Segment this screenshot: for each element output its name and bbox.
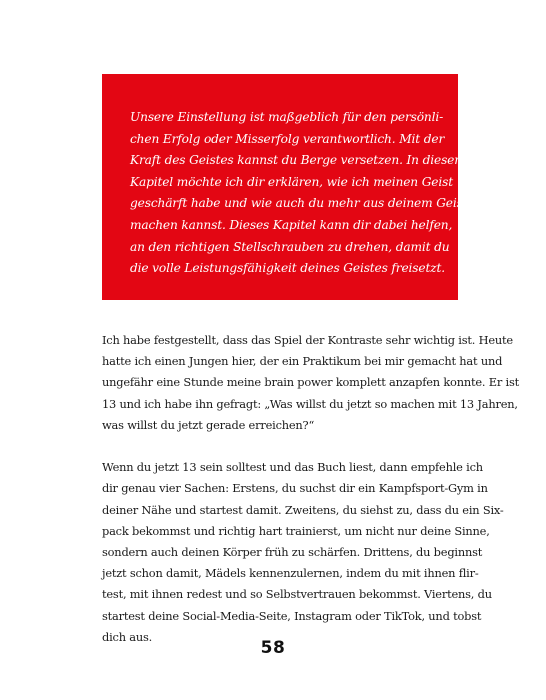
- text-line: deiner Nähe und startest damit. Zweitens, du siehst zu, dass du ein Six-: [102, 502, 504, 517]
- text-line: sondern auch deinen Körper früh zu schärfen. Drittens, du beginnst: [102, 545, 483, 560]
- intro-line: chen Erfolg oder Misserfolg verantwortlich. Mit der: [130, 131, 445, 146]
- intro-line: Unsere Einstellung ist maßgeblich für den persönli-: [130, 110, 444, 124]
- text-line: dir genau vier Sachen: Erstens, du suchst dir ein Kampfsport-Gym in: [102, 481, 488, 496]
- text-line: startest deine Social-Media-Seite, Instagram oder TikTok, und tobst: [102, 608, 482, 623]
- text-line: jetzt schon damit, Mädels kennenzulernen, indem du mit ihnen flir-: [102, 566, 479, 581]
- text-line: was willst du jetzt gerade erreichen?“: [102, 417, 315, 432]
- text-line: test, mit ihnen redest und so Selbstvertrauen bekommst. Viertens, du: [102, 587, 492, 602]
- intro-line: die volle Leistungsfähigkeit deines Geistes freisetzt.: [130, 261, 445, 276]
- intro-line: Kapitel möchte ich dir erklären, wie ich meinen Geist: [130, 174, 453, 189]
- text-line: dich aus.: [102, 629, 153, 644]
- text-line: 13 und ich habe ihn gefragt: „Was willst du jetzt so machen mit 13 Jahren,: [102, 396, 518, 411]
- intro-highlight-box: [102, 74, 468, 300]
- text-line: pack bekommst und richtig hart trainierst, um nicht nur deine Sinne,: [102, 523, 490, 538]
- paragraph-1: [102, 330, 519, 436]
- intro-line: Kraft des Geistes kannst du Berge versetzen. In diesem: [130, 153, 466, 168]
- body-text: [102, 330, 519, 648]
- page-number: 58: [260, 638, 286, 658]
- text-line: hatte ich einen Jungen hier, der ein Praktikum bei mir gemacht hat und: [102, 354, 503, 369]
- text-line: ungefähr eine Stunde meine brain power komplett anzapfen konnte. Er ist: [102, 375, 519, 390]
- intro-line: an den richtigen Stellschrauben zu drehen, damit du: [130, 239, 450, 254]
- intro-line: geschärft habe und wie auch du mehr aus deinem Geist: [130, 196, 468, 211]
- paragraph-2: [102, 457, 504, 648]
- text-line: Ich habe festgestellt, dass das Spiel der Kontraste sehr wichtig ist. Heute: [102, 333, 513, 347]
- text-line: Wenn du jetzt 13 sein solltest und das Buch liest, dann empfehle ich: [102, 460, 483, 475]
- intro-line: machen kannst. Dieses Kapitel kann dir dabei helfen,: [130, 217, 453, 232]
